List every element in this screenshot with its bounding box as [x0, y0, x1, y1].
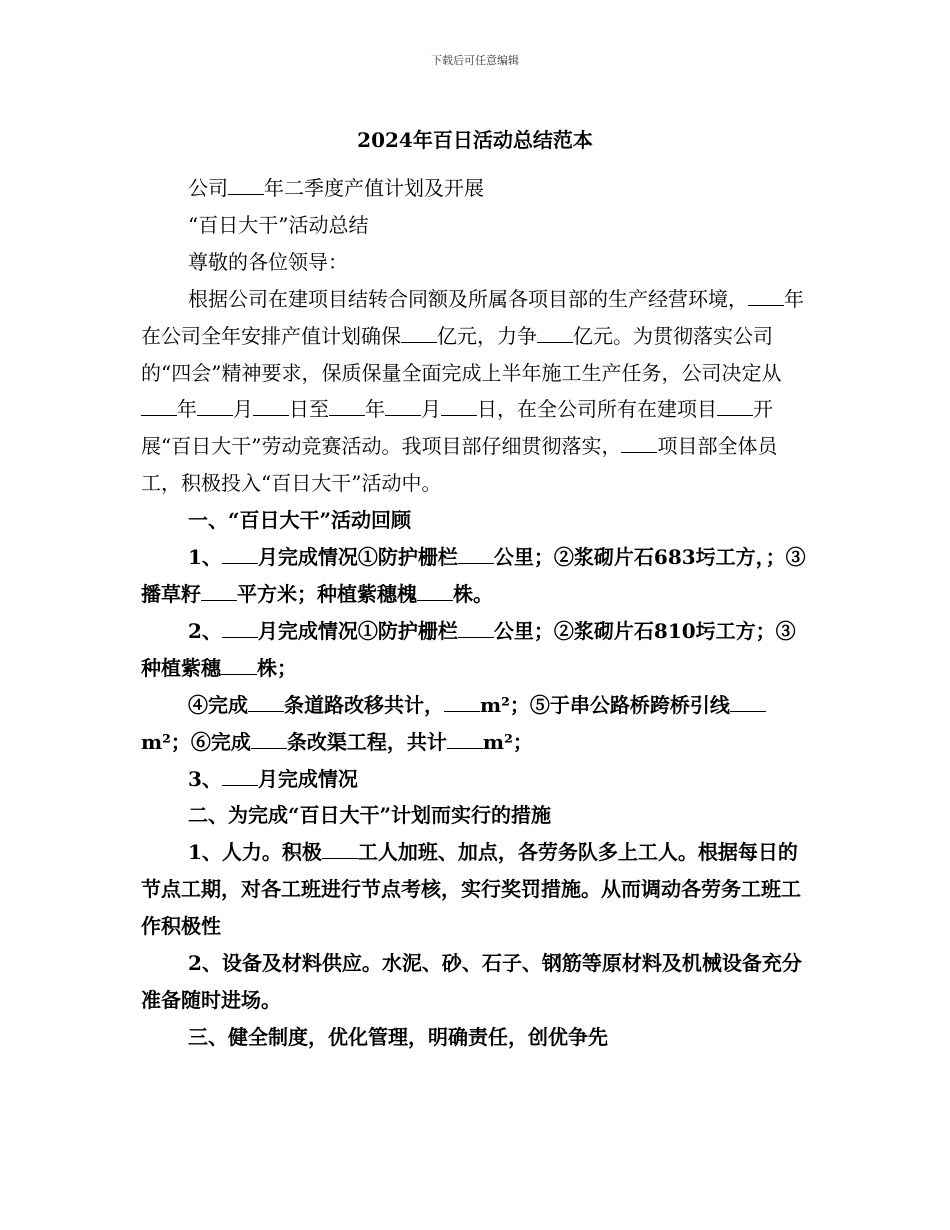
text-segment: 根据公司在建项目结转合同额及所属各项目部的生产经营环境， [188, 286, 748, 311]
blank-fill-line [228, 176, 264, 195]
page-header-note: 下载后可任意编辑 [431, 54, 519, 67]
paragraph-item-2-details [141, 687, 813, 761]
text-segment: 月 [421, 397, 441, 422]
paragraph-item-1 [141, 539, 813, 613]
text-segment: 株。 [453, 581, 493, 606]
text-segment: 年二季度产值计划及开展 [264, 176, 484, 200]
text-segment: 2、 [188, 618, 222, 643]
blank-fill-line [222, 619, 258, 638]
section-heading-review: 一、“百日大干”活动回顾 [188, 508, 412, 533]
blank-fill-line [329, 397, 365, 416]
blank-fill-line [253, 397, 289, 416]
paragraph-salutation: 尊敬的各位领导： [188, 249, 348, 274]
paragraph-item-3 [141, 761, 813, 798]
text-segment: 条改渠工程，共计 [286, 729, 447, 754]
text-segment: 日至 [289, 397, 329, 422]
blank-fill-line [444, 693, 480, 712]
text-segment: 1、人力。积极 [188, 840, 322, 865]
paragraph-company-line [141, 170, 813, 207]
blank-fill-line [458, 619, 494, 638]
blank-fill-line [748, 287, 784, 306]
paragraph-measure-2: 2、设备及材料供应。水泥、砂、石子、钢筋等原材料及机械设备充分准备随时进场。 [141, 951, 802, 1012]
blank-fill-line [621, 434, 657, 453]
document-body [141, 170, 813, 1056]
blank-fill-line [458, 545, 494, 564]
text-segment: 月完成情况①防护栅栏 [257, 618, 458, 643]
text-segment: m²； [482, 729, 533, 754]
blank-fill-line [537, 324, 573, 343]
text-segment: m²；⑥完成 [141, 729, 251, 754]
blank-fill-line [385, 397, 421, 416]
section-heading-measures: 二、为完成“百日大干”计划而实行的措施 [188, 803, 552, 828]
text-segment: 亿元，力争 [437, 323, 537, 348]
text-segment: 月完成情况①防护栅栏 [257, 545, 458, 570]
paragraph-intro [141, 281, 813, 502]
text-segment: 条道路改移共计， [284, 692, 444, 717]
document-title: 2024年百日活动总结范本 [357, 128, 593, 152]
blank-fill-line [221, 656, 257, 675]
paragraph-measure-1 [141, 834, 813, 945]
section-heading-system: 三、健全制度，优化管理，明确责任，创优争先 [188, 1024, 608, 1049]
blank-fill-line [417, 582, 453, 601]
blank-fill-line [322, 840, 358, 859]
text-segment: 公里；②浆砌片石683圬工方，；③播草籽 [141, 545, 806, 606]
paragraph-subtitle: “百日大干”活动总结 [188, 212, 369, 237]
blank-fill-line [222, 767, 258, 786]
blank-fill-line [401, 324, 437, 343]
text-segment: 月 [233, 397, 253, 422]
blank-fill-line [717, 397, 753, 416]
text-segment: 株； [257, 655, 297, 680]
blank-fill-line [197, 397, 233, 416]
text-segment: 工人加班、加点，各劳务队多上工人。根据每日的节点工期，对各工班进行节点考核，实行奖罚措施。从而调动各劳务工班工作积极性 [141, 840, 801, 939]
blank-fill-line [447, 730, 483, 749]
blank-fill-line [441, 397, 477, 416]
text-segment: ④完成 [188, 692, 248, 717]
text-segment: 3、 [188, 766, 222, 791]
paragraph-item-2 [141, 613, 813, 687]
text-segment: 年 [365, 397, 385, 422]
text-segment: 日，在全公司所有在建项目 [477, 397, 717, 422]
text-segment: 年 [177, 397, 197, 422]
text-segment: 项目部全体员工，积极投入“百日大干”活动中。 [141, 434, 778, 496]
text-segment: 亿元。为贯彻落实公司的“四会”精神要求，保质保量全面完成上半年施工生产任务，公司决定从 [141, 323, 782, 385]
text-segment: 年在公司全年安排产值计划确保 [141, 286, 804, 348]
blank-fill-line [222, 545, 258, 564]
text-segment: 公里；②浆砌片石810圬工方；③种植紫穗 [141, 618, 796, 680]
text-segment: 平方米；种植紫穗槐 [237, 581, 417, 606]
blank-fill-line [248, 693, 284, 712]
blank-fill-line [251, 730, 287, 749]
text-segment: m²；⑤于串公路桥跨桥引线 [480, 692, 730, 717]
text-segment: 开展“百日大干”劳动竞赛活动。我项目部仔细贯彻落实， [141, 397, 773, 459]
blank-fill-line [730, 693, 766, 712]
text-segment: 公司 [188, 176, 228, 200]
text-segment: 月完成情况 [257, 766, 358, 791]
blank-fill-line [201, 582, 237, 601]
blank-fill-line [141, 397, 177, 416]
text-segment: 1、 [188, 545, 222, 570]
